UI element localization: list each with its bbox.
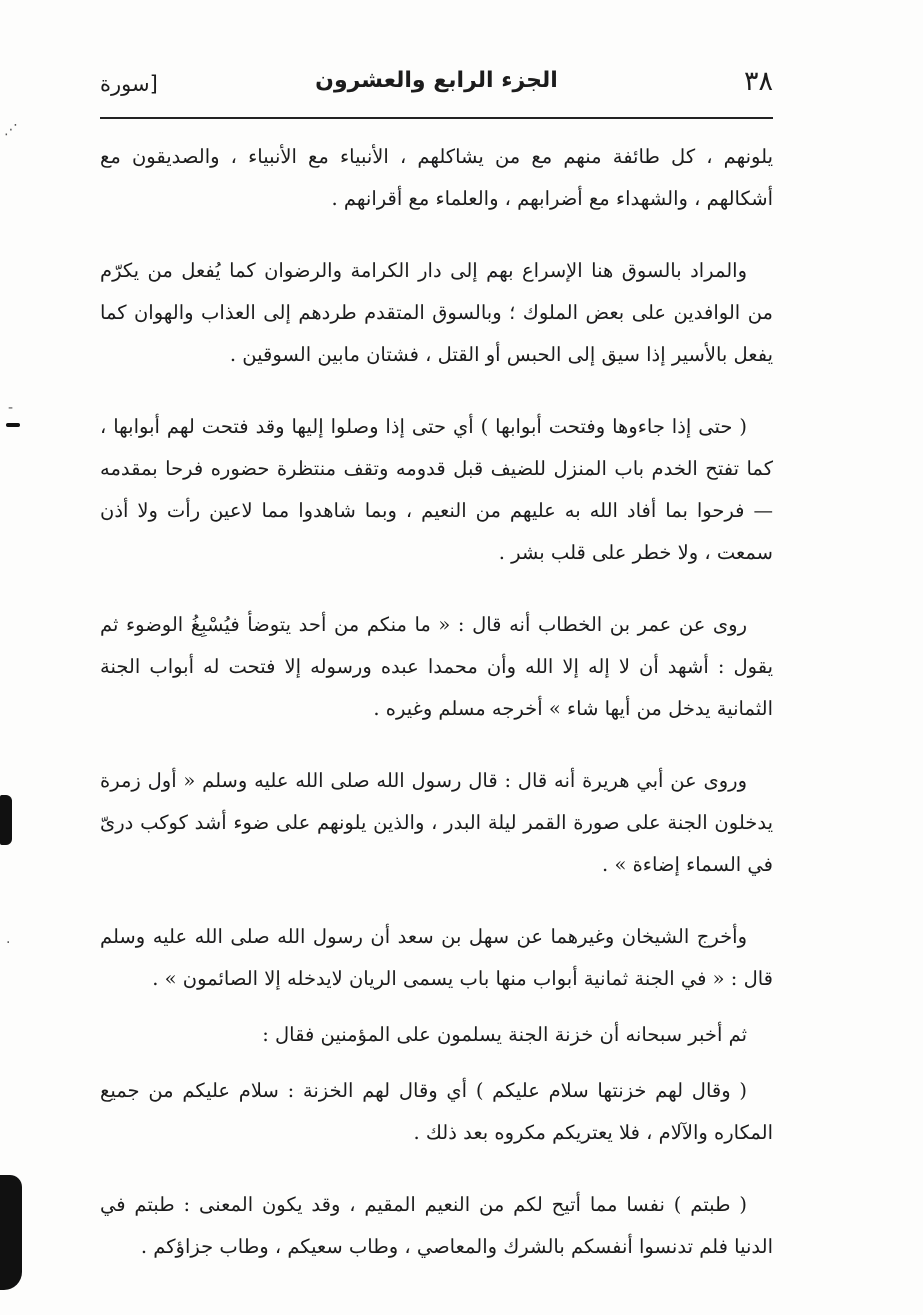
surah-label: [سورة bbox=[100, 72, 158, 96]
page-header bbox=[100, 58, 773, 110]
scan-speck: - bbox=[8, 400, 14, 416]
header-rule bbox=[100, 117, 773, 119]
scan-speck: ⋰ bbox=[4, 122, 18, 138]
paragraph: ( وقال لهم خزنتها سلام عليكم ) أي وقال لهم الخزنة : سلام عليكم من جميع المكاره والآلام ، فلا يعتريكم مكروه بعد ذلك . bbox=[100, 1079, 773, 1144]
paragraph: وروى عن أبي هريرة أنه قال : قال رسول الله صلى الله عليه وسلم « أول زمرة يدخلون الجنة على صورة القمر ليلة البدر ، والذين يلونهم على ضوء أشد كوكب درىّ في السماء إضاءة » . bbox=[100, 769, 773, 876]
scan-speck: · bbox=[6, 935, 11, 951]
body-text bbox=[100, 136, 773, 1298]
paragraph: ( حتى إذا جاءوها وفتحت أبوابها ) أي حتى إذا وصلوا إليها وقد فتحت لهم أبوابها ، كما تفتح الخدم باب المنزل للضيف قبل قدومه وتقف منتظرة حضوره فرحا بمقدمه — فرحوا بما أفاد الله به عليهم من النعيم ، وبما شاهدوا مما لاعين رأت ولا أذن سمعت ، ولا خطر على قلب بشر . bbox=[100, 415, 773, 564]
paragraph: وأخرج الشيخان وغيرهما عن سهل بن سعد أن رسول الله صلى الله عليه وسلم قال : « في الجنة ثمانية أبواب منها باب يسمى الريان لايدخله إلا الصائمون » . bbox=[100, 925, 773, 990]
paragraph: ثم أخبر سبحانه أن خزنة الجنة يسلمون على المؤمنين فقال : bbox=[262, 1023, 747, 1046]
paragraph: ( طبتم ) نفسا مما أتيح لكم من النعيم المقيم ، وقد يكون المعنى : طبتم في الدنيا فلم تدنسوا أنفسكم بالشرك والمعاصي ، وطاب سعيكم ، وطاب جزاؤكم . bbox=[100, 1193, 773, 1258]
scan-edge-mark bbox=[0, 795, 12, 845]
paragraph: يلونهم ، كل طائفة منهم مع من يشاكلهم ، الأنبياء مع الأنبياء ، والصديقون مع أشكالهم ، والشهداء مع أضرابهم ، والعلماء مع أقرانهم . bbox=[100, 145, 773, 210]
scan-edge-mark bbox=[0, 1175, 22, 1290]
running-title: الجزء الرابع والعشرون bbox=[315, 68, 558, 93]
page-number: ٣٨ bbox=[743, 66, 773, 97]
scan-edge-mark bbox=[6, 423, 20, 427]
paragraph: روى عن عمر بن الخطاب أنه قال : « ما منكم من أحد يتوضأ فيُسْبِغُ الوضوء ثم يقول : أشهد أن لا إله إلا الله وأن محمدا عبده ورسوله إلا فتحت له أبواب الجنة الثمانية يدخل من أيها شاء » أخرجه مسلم وغيره . bbox=[100, 613, 773, 720]
paragraph: والمراد بالسوق هنا الإسراع بهم إلى دار الكرامة والرضوان كما يُفعل من يكرّم من الوافدين على بعض الملوك ؛ وبالسوق المتقدم طردهم إلى العذاب والهوان كما يفعل بالأسير إذا سيق إلى الحبس أو القتل ، فشتان مابين السوقين . bbox=[100, 259, 773, 366]
